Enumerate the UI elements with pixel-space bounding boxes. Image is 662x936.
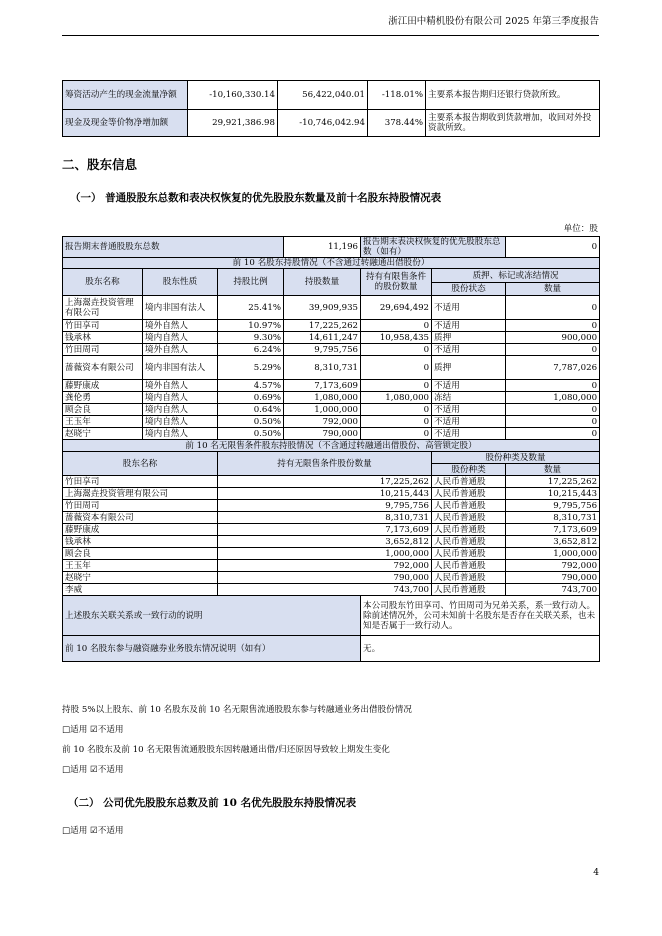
table-row (63, 536, 600, 548)
holder-count: 1,080,000 (506, 392, 600, 404)
u-col-header-count: 数量 (506, 464, 600, 476)
margin-text: 无。 (361, 636, 600, 662)
holder-count: 0 (506, 416, 600, 428)
table-row (63, 428, 600, 440)
col-header-status: 股份状态 (432, 283, 506, 296)
u-holder-count: 7,173,609 (506, 524, 600, 536)
holder-restricted: 29,694,492 (361, 296, 432, 320)
holder-nature: 境内自然人 (143, 416, 218, 428)
u-holder-type: 人民币普通股 (432, 560, 506, 572)
u-holder-count: 792,000 (506, 560, 600, 572)
u-holder-name: 藤野康成 (63, 524, 218, 536)
table-row (63, 572, 600, 584)
holder-status: 不适用 (432, 380, 506, 392)
holder-qty: 7,173,609 (284, 380, 361, 392)
table-row (63, 356, 600, 380)
current-value: -10,160,330.14 (188, 81, 278, 110)
unrestricted-body (63, 476, 600, 596)
col-header-restricted: 持有有限售条件的股份数量 (361, 269, 432, 296)
u-holder-qty: 792,000 (218, 560, 432, 572)
u-holder-type: 人民币普通股 (432, 548, 506, 560)
table-row (63, 380, 600, 392)
holder-restricted: 0 (361, 380, 432, 392)
u-holder-name: 赵晓宁 (63, 572, 218, 584)
holder-restricted: 0 (361, 344, 432, 356)
table-row (63, 548, 600, 560)
holder-nature: 境外自然人 (143, 320, 218, 332)
holder-count: 7,787,026 (506, 356, 600, 380)
margin-label: 前 10 名股东参与融资融券业务股东情况说明（如有） (63, 636, 361, 662)
header-row (63, 269, 600, 283)
table-row (63, 110, 600, 137)
holder-name: 钱承林 (63, 332, 143, 344)
holder-status: 不适用 (432, 416, 506, 428)
row-label: 现金及现金等价物净增加额 (63, 110, 188, 137)
note-lending: 持股 5%以上股东、前 10 名股东及前 10 名无限售流通股股东参与转融通业务出借股份情况 (62, 705, 412, 715)
top10-title: 前 10 名股东持股情况（不含通过转融通出借股份） (63, 258, 600, 269)
table-row (63, 81, 600, 110)
holder-qty: 9,795,756 (284, 344, 361, 356)
table-row (63, 524, 600, 536)
total-holders-label: 报告期末普通股股东总数 (63, 237, 284, 258)
holder-ratio: 9.30% (218, 332, 284, 344)
holder-nature: 境内自然人 (143, 428, 218, 440)
u-holder-count: 3,652,812 (506, 536, 600, 548)
holder-name: 竹田享司 (63, 320, 143, 332)
holder-ratio: 0.64% (218, 404, 284, 416)
applicable-check: □适用 ☑不适用 (62, 765, 124, 775)
table-row (63, 476, 600, 488)
holder-ratio: 0.50% (218, 416, 284, 428)
subsection-title: （二） 公司优先股股东总数及前 10 名优先股股东持股情况表 (68, 797, 357, 809)
holder-status: 不适用 (432, 320, 506, 332)
table-row (63, 392, 600, 404)
holder-name: 藤野康成 (63, 380, 143, 392)
table-row (63, 332, 600, 344)
holder-name: 赵晓宁 (63, 428, 143, 440)
u-holder-count: 10,215,443 (506, 488, 600, 500)
table-row (63, 416, 600, 428)
holder-qty: 792,000 (284, 416, 361, 428)
shareholders-table (62, 236, 600, 662)
holder-nature: 境外自然人 (143, 344, 218, 356)
u-col-header-type: 股份种类 (432, 464, 506, 476)
holder-ratio: 4.57% (218, 380, 284, 392)
table-row (63, 512, 600, 524)
u-holder-qty: 743,700 (218, 584, 432, 596)
holder-name: 竹田周司 (63, 344, 143, 356)
holder-status: 冻结 (432, 392, 506, 404)
holder-restricted: 0 (361, 356, 432, 380)
holder-name: 顾会良 (63, 404, 143, 416)
u-holder-qty: 3,652,812 (218, 536, 432, 548)
previous-value: -10,746,042.94 (278, 110, 368, 137)
u-col-header-kind: 股份种类及数量 (432, 452, 600, 464)
table-row (63, 488, 600, 500)
holder-ratio: 5.29% (218, 356, 284, 380)
u-holder-type: 人民币普通股 (432, 512, 506, 524)
holder-ratio: 6.24% (218, 344, 284, 356)
holder-nature: 境外自然人 (143, 380, 218, 392)
holder-restricted: 0 (361, 404, 432, 416)
page-header: 浙江田中精机股份有限公司 2025 年第三季度报告 (388, 16, 599, 27)
u-holder-type: 人民币普通股 (432, 476, 506, 488)
holder-ratio: 0.50% (218, 428, 284, 440)
u-col-header-name: 股东名称 (63, 452, 218, 476)
holder-ratio: 10.97% (218, 320, 284, 332)
section-title: 二、股东信息 (62, 157, 138, 172)
holder-status: 不适用 (432, 404, 506, 416)
u-col-header-qty: 持有无限售条件股份数量 (218, 452, 432, 476)
change-value: 378.44% (368, 110, 426, 137)
u-holder-type: 人民币普通股 (432, 488, 506, 500)
holder-count: 0 (506, 344, 600, 356)
change-reason: 主要系本报告期归还银行贷款所致。 (426, 81, 600, 110)
u-holder-count: 743,700 (506, 584, 600, 596)
u-holder-name: 竹田享司 (63, 476, 218, 488)
u-holder-name: 李威 (63, 584, 218, 596)
table-row (63, 584, 600, 596)
holder-restricted: 0 (361, 428, 432, 440)
u-holder-type: 人民币普通股 (432, 572, 506, 584)
u-holder-name: 王玉年 (63, 560, 218, 572)
holder-name: 上海翯垚投资管理有限公司 (63, 296, 143, 320)
holder-count: 0 (506, 296, 600, 320)
subsection-title: （一） 普通股股东总数和表决权恢复的优先股股东数量及前十名股东持股情况表 (70, 192, 442, 204)
applicable-check: □适用 ☑不适用 (62, 725, 124, 735)
note-change: 前 10 名股东及前 10 名无限售流通股股东因转融通出借/归还原因导致较上期发生变化 (62, 745, 390, 755)
applicable-check: □适用 ☑不适用 (62, 826, 124, 836)
u-holder-count: 17,225,262 (506, 476, 600, 488)
table-row (63, 320, 600, 332)
holder-qty: 14,611,247 (284, 332, 361, 344)
relation-text: 本公司股东竹田享司、竹田周司为兄弟关系，系一致行动人。除前述情况外，公司未知前十名股东是否存在关联关系，也未知是否属于一致行动人。 (361, 596, 600, 636)
holder-qty: 8,310,731 (284, 356, 361, 380)
u-holder-qty: 7,173,609 (218, 524, 432, 536)
holder-nature: 境内自然人 (143, 392, 218, 404)
u-holder-name: 竹田周司 (63, 500, 218, 512)
holder-nature: 境内自然人 (143, 332, 218, 344)
change-reason: 主要系本报告期收到货款增加，收回对外投资款所致。 (426, 110, 600, 137)
holder-count: 0 (506, 404, 600, 416)
pref-holders-value: 0 (506, 237, 600, 258)
col-header-count: 数量 (506, 283, 600, 296)
table-row (63, 560, 600, 572)
holder-nature: 境内自然人 (143, 404, 218, 416)
u-holder-type: 人民币普通股 (432, 500, 506, 512)
table-row (63, 500, 600, 512)
col-header-name: 股东名称 (63, 269, 143, 296)
margin-row (63, 636, 600, 662)
u-holder-qty: 10,215,443 (218, 488, 432, 500)
u-holder-qty: 9,795,756 (218, 500, 432, 512)
header-row (63, 452, 600, 464)
u-holder-count: 9,795,756 (506, 500, 600, 512)
u-holder-type: 人民币普通股 (432, 584, 506, 596)
u-holder-name: 顾会良 (63, 548, 218, 560)
holder-count: 0 (506, 428, 600, 440)
holder-ratio: 25.41% (218, 296, 284, 320)
unrestricted-title-row (63, 440, 600, 452)
holder-count: 0 (506, 380, 600, 392)
holder-status: 质押 (432, 356, 506, 380)
table-row (63, 404, 600, 416)
holder-qty: 1,000,000 (284, 404, 361, 416)
relation-label: 上述股东关联关系或一致行动的说明 (63, 596, 361, 636)
holder-nature: 境内非国有法人 (143, 296, 218, 320)
top10-body (63, 296, 600, 440)
holder-count: 0 (506, 320, 600, 332)
u-holder-name: 上海翯垚投资管理有限公司 (63, 488, 218, 500)
table-row (63, 296, 600, 320)
holder-restricted: 1,080,000 (361, 392, 432, 404)
col-header-pledge: 质押、标记或冻结情况 (432, 269, 600, 283)
previous-value: 56,422,040.01 (278, 81, 368, 110)
holder-status: 质押 (432, 332, 506, 344)
holder-name: 蔷薇资本有限公司 (63, 356, 143, 380)
col-header-ratio: 持股比例 (218, 269, 284, 296)
holder-count: 900,000 (506, 332, 600, 344)
cash-flow-table (62, 80, 600, 137)
u-holder-qty: 17,225,262 (218, 476, 432, 488)
row-label: 筹资活动产生的现金流量净额 (63, 81, 188, 110)
holder-qty: 39,909,935 (284, 296, 361, 320)
u-holder-qty: 790,000 (218, 572, 432, 584)
unit-label: 单位：股 (563, 224, 598, 234)
u-holder-type: 人民币普通股 (432, 536, 506, 548)
holder-status: 不适用 (432, 428, 506, 440)
holder-qty: 1,080,000 (284, 392, 361, 404)
current-value: 29,921,386.98 (188, 110, 278, 137)
total-row (63, 237, 600, 258)
relation-row (63, 596, 600, 636)
page-number: 4 (593, 868, 599, 878)
top10-title-row (63, 258, 600, 269)
holder-status: 不适用 (432, 296, 506, 320)
holder-name: 龚伦勇 (63, 392, 143, 404)
u-holder-type: 人民币普通股 (432, 524, 506, 536)
u-holder-count: 1,000,000 (506, 548, 600, 560)
table-row (63, 344, 600, 356)
change-value: -118.01% (368, 81, 426, 110)
col-header-nature: 股东性质 (143, 269, 218, 296)
holder-restricted: 10,958,435 (361, 332, 432, 344)
u-holder-count: 790,000 (506, 572, 600, 584)
holder-restricted: 0 (361, 416, 432, 428)
u-holder-name: 钱承林 (63, 536, 218, 548)
holder-ratio: 0.69% (218, 392, 284, 404)
holder-name: 王玉年 (63, 416, 143, 428)
holder-nature: 境内非国有法人 (143, 356, 218, 380)
u-holder-qty: 8,310,731 (218, 512, 432, 524)
pref-holders-label: 报告期末表决权恢复的优先股股东总数（如有） (361, 237, 506, 258)
u-holder-count: 8,310,731 (506, 512, 600, 524)
holder-restricted: 0 (361, 320, 432, 332)
col-header-qty: 持股数量 (284, 269, 361, 296)
header-rule (62, 35, 599, 36)
unrestricted-title: 前 10 名无限售条件股东持股情况（不含通过转融通出借股份、高管锁定股） (63, 440, 600, 452)
u-holder-name: 蔷薇资本有限公司 (63, 512, 218, 524)
holder-status: 不适用 (432, 344, 506, 356)
holder-qty: 17,225,262 (284, 320, 361, 332)
total-holders-value: 11,196 (284, 237, 361, 258)
u-holder-qty: 1,000,000 (218, 548, 432, 560)
holder-qty: 790,000 (284, 428, 361, 440)
